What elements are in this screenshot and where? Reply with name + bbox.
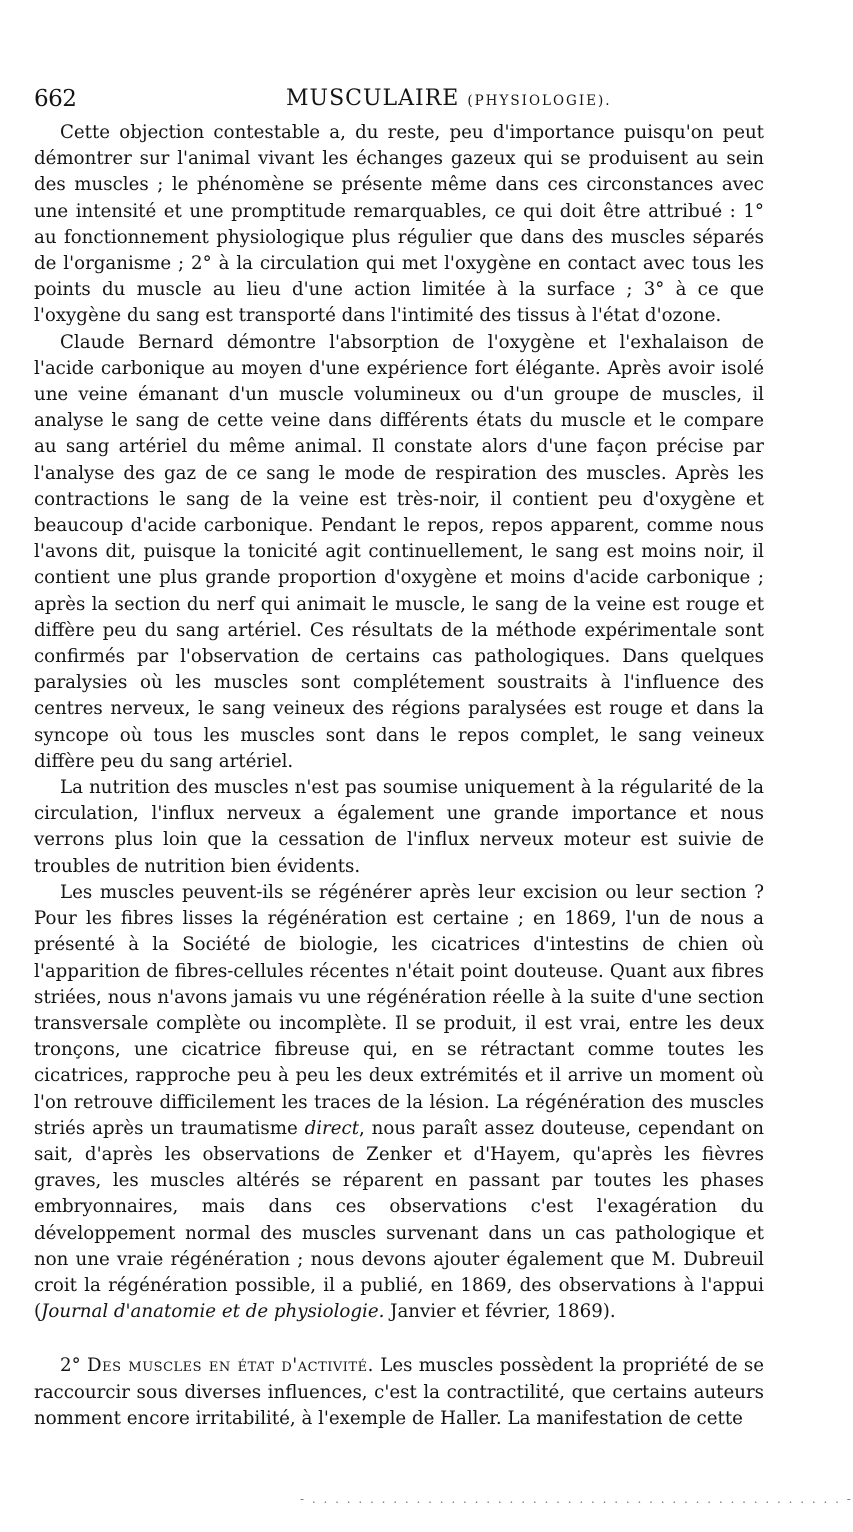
running-title — [286, 86, 612, 111]
body-text — [34, 120, 764, 1432]
page-number: 662 — [34, 86, 77, 112]
paragraph-claude-bernard: Claude Bernard démontre l'absorption de l'oxygène et l'exhalaison de l'acide carbonique au moyen d'une expérience fort élégante. Après avoir isolé une veine émanant d'un muscle volumineux ou d'un groupe de muscles, il analyse le sang de cette veine dans différents états du muscle et le compare au sang artériel du même animal. Il constate alors d'une façon précise par l'analyse des gaz de ce sang le mode de respiration des muscles. Après les contractions le sang de la veine est très-noir, il contient peu d'oxygène et beaucoup d'acide carbonique. Pendant le repos, repos apparent, comme nous l'avons dit, puisque la tonicité agit continuellement, le sang est moins noir, il contient une plus grande proportion d'oxygène et moins d'acide carbonique ; après la section du nerf qui animait le muscle, le sang de la veine est rouge et diffère peu du sang artériel. Ces résultats de la méthode expérimentale sont confirmés par l'observation de certains cas pathologiques. Dans quelques paralysies où les muscles sont complétement soustraits à l'influence des centres nerveux, le sang veineux des régions paralysées est rouge et dans la syncope où tous les muscles sont dans le repos complet, le sang veineux diffère peu du sang artériel. — [34, 331, 764, 772]
section-heading: Des muscles en état d'activité. — [87, 1355, 374, 1377]
section-text: Les muscles possèdent la propriété de se raccourcir sous diverses influences, c'est la contractilité, que certains auteurs nomment encore irritabilité, à l'exemple de Haller. La manifestation de cette — [34, 1355, 764, 1429]
paragraph-objection: Cette objection contestable a, du reste, peu d'importance puisqu'on peut démontrer sur l'animal vivant les échanges gazeux qui se produisent au sein des muscles ; le phénomène se présente même dans ces circonstances avec une intensité et une promptitude remarquables, ce qui doit être attribué : 1° au fonctionnement physiologique plus régulier que dans des muscles séparés de l'organisme ; 2° à la circulation qui met l'oxygène en contact avec tous les points du muscle au lieu d'une action limitée à la surface ; 3° à ce que l'oxygène du sang est transporté dans l'intimité des tissus à l'état d'ozone. — [34, 122, 764, 327]
regeneration-text-2: , nous paraît assez douteuse, cependant on sait, d'après les observations de Zenker et d'Hayem, qu'après les fièvres graves, les muscles altérés se réparent en passant par toutes les phases embryonnaires, mais dans ces observations c'est l'exagération du développement normal des muscles survenant dans un cas pathologique et non une vraie régénération ; nous devons ajouter également que M. Dubreuil croit la régénération possible, il a publié, en 1869, des observations à l'appui ( — [34, 1117, 764, 1323]
running-title-subtitle: (PHYSIOLOGIE). — [467, 93, 612, 109]
regeneration-text-1: Les muscles peuvent-ils se régénérer après leur excision ou leur section ? Pour les fibres lisses la régénération est certaine ; en 1869, l'un de nous a présenté à la Société de biologie, les cicatrices d'intestins de chien où l'apparition de fibres-cellules récentes n'était point douteuse. Quant aux fibres striées, nous n'avons jamais vu une régénération réelle à la suite d'une section transversale complète ou incomplète. Il se produit, il est vrai, entre les deux tronçons, une cicatrice fibreuse qui, en se rétractant comme toutes les cicatrices, rapproche peu à peu les deux extrémités et il arrive un moment où l'on retrouve difficilement les traces de la lésion. La régénération des muscles striés après un traumatisme — [34, 881, 764, 1139]
regeneration-text-3: Janvier et février, 1869). — [384, 1301, 616, 1323]
paragraph-section-2 — [34, 1353, 764, 1432]
page-header — [28, 86, 770, 120]
journal-citation: Journal d'anatomie et de physiologie. — [41, 1301, 385, 1323]
paragraph-regeneration — [34, 880, 764, 1325]
section-number: 2° — [60, 1355, 88, 1377]
regeneration-italic-direct: direct — [304, 1117, 360, 1139]
running-title-main: MUSCULAIRE — [286, 86, 460, 111]
paragraph-nutrition: La nutrition des muscles n'est pas soumise uniquement à la régularité de la circulation, l'influx nerveux a également une grande importance et nous verrons plus loin que la cessation de l'influx nerveux moteur est suivie de troubles de nutrition bien évidents. — [34, 777, 764, 877]
footer-marks: - . . . . . . . . . . . . . . . . . . . . . . . . . . . . . . . . . . . . . . . . . . . . . . - — [300, 1492, 853, 1506]
